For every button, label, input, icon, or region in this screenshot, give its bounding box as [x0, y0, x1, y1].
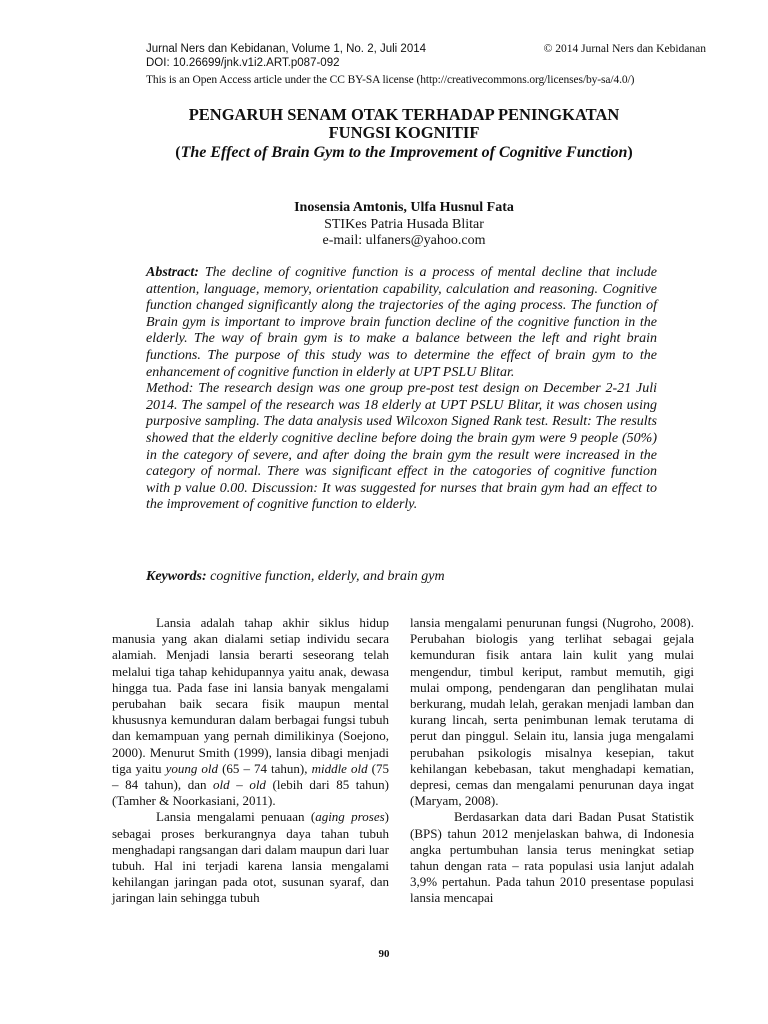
page-number: 90: [378, 948, 390, 960]
body-paragraph: Lansia mengalami penuaan (aging proses) sebagai proses berkurangnya daya tahan tubuh menghadapi rangsangan dari dalam maupun dari luar tubuh. Hal ini terjadi karena lansia mengalami kehilangan jaringan pada otot, susunan syaraf, dan jaringan lain sehingga tubuh: [112, 809, 389, 906]
english-title: (The Effect of Brain Gym to the Improvement of Cognitive Function): [175, 144, 633, 161]
journal-header: [146, 42, 706, 88]
abstract: [146, 265, 657, 514]
abstract-paragraph-2: Method: The research design was one group pre-post test design on December 2-21 Juli 2014. The sampel of the research was 18 elderly at UPT PSLU Blitar, it was chosen using purposive sampling. The data analysis used Wilcoxon Signed Rank test. Result: The results showed that the elderly cognitive decline before doing the brain gym were 9 people (50%) in the category of severe, and after doing the brain gym the result were increased in the category of normal. There was significant effect in the catogories of cognitive function with p value 0.00. Discussion: It was suggested for nurses that brain gym had an effect to the improvement of cognitive function to elderly.: [146, 381, 657, 513]
journal-citation: Jurnal Ners dan Kebidanan, Volume 1, No. 2, Juli 2014: [146, 43, 427, 55]
paper-title-line-1: PENGARUH SENAM OTAK TERHADAP PENINGKATAN: [188, 105, 620, 124]
body-paragraph: Berdasarkan data dari Badan Pusat Statistik (BPS) tahun 2012 menjelaskan bahwa, di Indonesia angka pertumbuhan lansia terus meningkat setiap tahun dengan rata – rata populasi usia lanjut adalah 3,9% pertahun. Pada tahun 2010 presentase populasi lansia mencapai: [410, 809, 694, 906]
author-names: Inosensia Amtonis, Ulfa Husnul Fata: [294, 200, 514, 215]
body-column-right: [410, 615, 694, 907]
doi: DOI: 10.26699/jnk.v1i2.ART.p087-092: [146, 57, 340, 69]
license-notice: This is an Open Access article under the CC BY-SA license (http://creativecommons.org/licenses/by-sa/4.0/): [146, 74, 635, 86]
copyright-notice: © 2014 Jurnal Ners dan Kebidanan: [543, 43, 706, 55]
body-paragraph: lansia mengalami penurunan fungsi (Nugroho, 2008). Perubahan biologis yang terlihat sebagai gejala kemunduran fisik antara lain kulit yang mulai mengendur, timbul keriput, rambut memutih, gigi mulai ompong, pendengaran dan penglihatan mulai berkurang, mudah lelah, gerakan menjadi lamban dan kurang lincah, serta penimbunan lemak terutama di perut dan pinggul. Selain itu, lansia juga mengalami perubahan psikologis misalnya kesepian, takut kehilangan kebebasan, takut menghadapi kematian, depresi, cemas dan mengalami penurunan daya ingat (Maryam, 2008).: [410, 615, 694, 809]
author-block: [100, 200, 708, 250]
keywords-label: Keywords:: [146, 569, 207, 584]
abstract-label: Abstract:: [146, 265, 199, 280]
keywords: Keywords: cognitive function, elderly, and brain gym: [146, 569, 445, 584]
body-paragraph: Lansia adalah tahap akhir siklus hidup manusia yang akan dialami setiap individu secara alamiah. Menjadi lansia berarti seseorang telah melalui tiga tahap kehidupannya yaitu anak, dewasa hingga tua. Pada fase ini lansia banyak mengalami perubahan baik secara fisik maupun mental khususnya kemunduran dalam berbagai fungsi tubuh dan kemampuan yang pernah dimilikinya (Soejono, 2000). Menurut Smith (1999), lansia dibagi menjadi tiga yaitu young old (65 – 74 tahun), middle old (75 – 84 tahun), dan old – old (lebih dari 85 tahun) (Tamher & Noorkasiani, 2011).: [112, 615, 389, 809]
paper-title-block: [100, 106, 708, 162]
body-column-left: [112, 615, 389, 907]
abstract-paragraph-1: Abstract: The decline of cognitive function is a process of mental decline that include attention, language, memory, orientation capability, calculation and reasoning. Cognitive function changed significantly along the trajectories of the aging process. The function of Brain gym is important to improve brain function decline of the cognitive function in the elderly. The way of brain gym is to make a balance between the left and right brain functions. The purpose of this study was to determine the effect of brain gym to the enhancement of cognitive function in elderly at UPT PSLU Blitar.: [146, 265, 657, 380]
paper-title-line-2: FUNGSI KOGNITIF: [328, 123, 480, 142]
author-email: e-mail: ulfaners@yahoo.com: [322, 233, 486, 248]
author-affiliation: STIKes Patria Husada Blitar: [324, 216, 484, 232]
